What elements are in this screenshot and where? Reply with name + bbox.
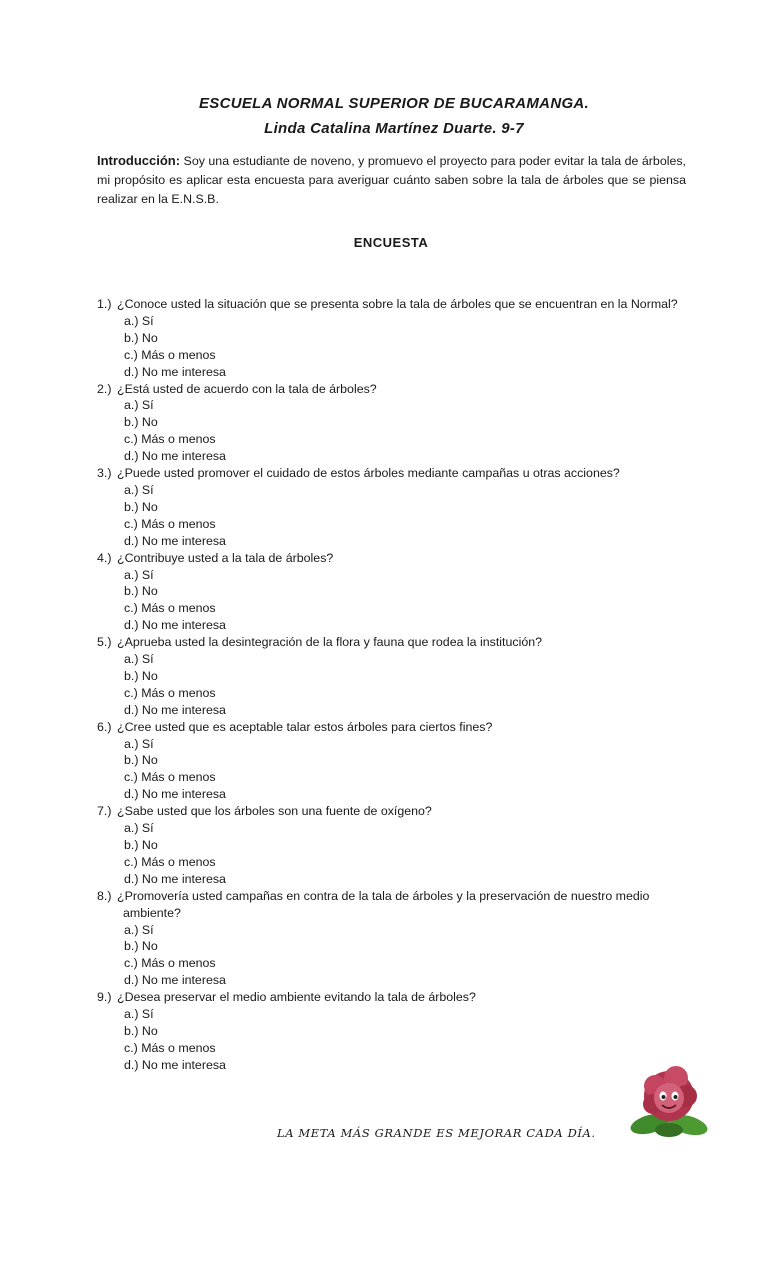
answer-option: a.) Sí bbox=[124, 482, 154, 497]
answer-option: c.) Más o menos bbox=[124, 854, 216, 869]
question-number: 7.) bbox=[97, 804, 112, 819]
answer-option: d.) No me interesa bbox=[124, 1057, 226, 1072]
question-item bbox=[97, 634, 697, 719]
answer-option: d.) No me interesa bbox=[124, 364, 226, 379]
answer-option: a.) Sí bbox=[124, 313, 154, 328]
answer-option: b.) No bbox=[124, 939, 158, 954]
answer-option: b.) No bbox=[124, 584, 158, 599]
answer-option: d.) No me interesa bbox=[124, 618, 226, 633]
question-item bbox=[97, 803, 697, 888]
question-text bbox=[97, 803, 697, 820]
question-text bbox=[97, 550, 697, 567]
answer-option: d.) No me interesa bbox=[124, 533, 226, 548]
answer-option: b.) No bbox=[124, 838, 158, 852]
answer-option: a.) Sí bbox=[124, 736, 154, 751]
answer-option: c.) Más o menos bbox=[124, 685, 216, 700]
answer-option: d.) No me interesa bbox=[124, 787, 226, 802]
question-label: ¿Contribuye usted a la tala de árboles? bbox=[117, 550, 334, 565]
question-number: 5.) bbox=[97, 635, 112, 650]
question-text bbox=[97, 296, 697, 313]
answer-option: d.) No me interesa bbox=[124, 449, 226, 464]
answer-option: c.) Más o menos bbox=[124, 1040, 216, 1055]
question-label: ¿Aprueba usted la desintegración de la flora y fauna que rodea la institución? bbox=[117, 635, 543, 650]
question-number: 2.) bbox=[97, 381, 112, 396]
question-text bbox=[97, 719, 697, 736]
question-item bbox=[97, 888, 697, 989]
question-item bbox=[97, 465, 697, 550]
question-number: 3.) bbox=[97, 466, 112, 481]
footer-motto: LA META MÁS GRANDE ES MEJORAR CADA DÍA. bbox=[277, 1126, 596, 1140]
answer-option: c.) Más o menos bbox=[124, 956, 216, 971]
question-label: ¿Cree usted que es aceptable talar estos árboles para ciertos fines? bbox=[117, 719, 493, 734]
question-label: ¿Promovería usted campañas en contra de la tala de árboles y la preservación de nuestro medio ambiente? bbox=[117, 888, 650, 920]
answer-option: c.) Más o menos bbox=[124, 432, 216, 447]
answer-option: c.) Más o menos bbox=[124, 601, 216, 616]
answer-option: b.) No bbox=[124, 753, 158, 768]
introduction-text: Soy una estudiante de noveno, y promuevo el proyecto para poder evitar la tala de árboles, mi propósito es aplicar esta encuesta para averiguar cuánto saben sobre la tala de árboles que se piensa realizar en la E.N.S.B. bbox=[97, 154, 686, 206]
question-item bbox=[97, 719, 697, 804]
answer-option: c.) Más o menos bbox=[124, 516, 216, 531]
question-text bbox=[97, 989, 697, 1006]
question-number: 1.) bbox=[97, 297, 112, 311]
answer-option: d.) No me interesa bbox=[124, 973, 226, 988]
answer-option: a.) Sí bbox=[124, 821, 154, 836]
answer-option: a.) Sí bbox=[124, 922, 154, 937]
answer-option: a.) Sí bbox=[124, 1007, 154, 1022]
question-item bbox=[97, 296, 697, 381]
school-title: ESCUELA NORMAL SUPERIOR DE BUCARAMANGA. bbox=[198, 95, 590, 112]
question-item bbox=[97, 989, 697, 1074]
question-number: 8.) bbox=[97, 888, 112, 903]
question-label: ¿Sabe usted que los árboles son una fuente de oxígeno? bbox=[117, 804, 432, 819]
answer-option: c.) Más o menos bbox=[124, 770, 216, 785]
question-list bbox=[97, 296, 697, 1074]
answer-option: d.) No me interesa bbox=[124, 871, 226, 886]
question-label: ¿Está usted de acuerdo con la tala de árboles? bbox=[117, 381, 377, 396]
answer-option: a.) Sí bbox=[124, 652, 154, 667]
answer-option: b.) No bbox=[124, 1023, 158, 1038]
answer-option: a.) Sí bbox=[124, 567, 154, 582]
answer-option: a.) Sí bbox=[124, 398, 154, 413]
question-text bbox=[97, 888, 697, 922]
survey-title: ENCUESTA bbox=[353, 235, 429, 250]
introduction-paragraph bbox=[97, 151, 686, 209]
question-number: 9.) bbox=[97, 990, 112, 1005]
student-name: Linda Catalina Martínez Duarte. 9-7 bbox=[264, 120, 524, 137]
question-text bbox=[97, 465, 697, 482]
question-item bbox=[97, 550, 697, 635]
flower-mascot-icon bbox=[628, 1062, 710, 1140]
question-label: ¿Puede usted promover el cuidado de estos árboles mediante campañas u otras acciones? bbox=[117, 466, 620, 481]
question-number: 6.) bbox=[97, 719, 112, 734]
answer-option: b.) No bbox=[124, 499, 158, 514]
question-label: ¿Conoce usted la situación que se presenta sobre la tala de árboles que se encuentran en la Normal? bbox=[117, 297, 678, 311]
answer-option: b.) No bbox=[124, 415, 158, 430]
introduction-label: Introducción: bbox=[97, 153, 181, 168]
question-text bbox=[97, 381, 697, 398]
answer-option: c.) Más o menos bbox=[124, 347, 216, 362]
question-number: 4.) bbox=[97, 550, 112, 565]
answer-option: b.) No bbox=[124, 668, 158, 683]
question-item bbox=[97, 381, 697, 466]
question-text bbox=[97, 634, 697, 651]
answer-option: d.) No me interesa bbox=[124, 702, 226, 717]
answer-option: b.) No bbox=[124, 330, 158, 345]
question-label: ¿Desea preservar el medio ambiente evitando la tala de árboles? bbox=[117, 990, 476, 1005]
